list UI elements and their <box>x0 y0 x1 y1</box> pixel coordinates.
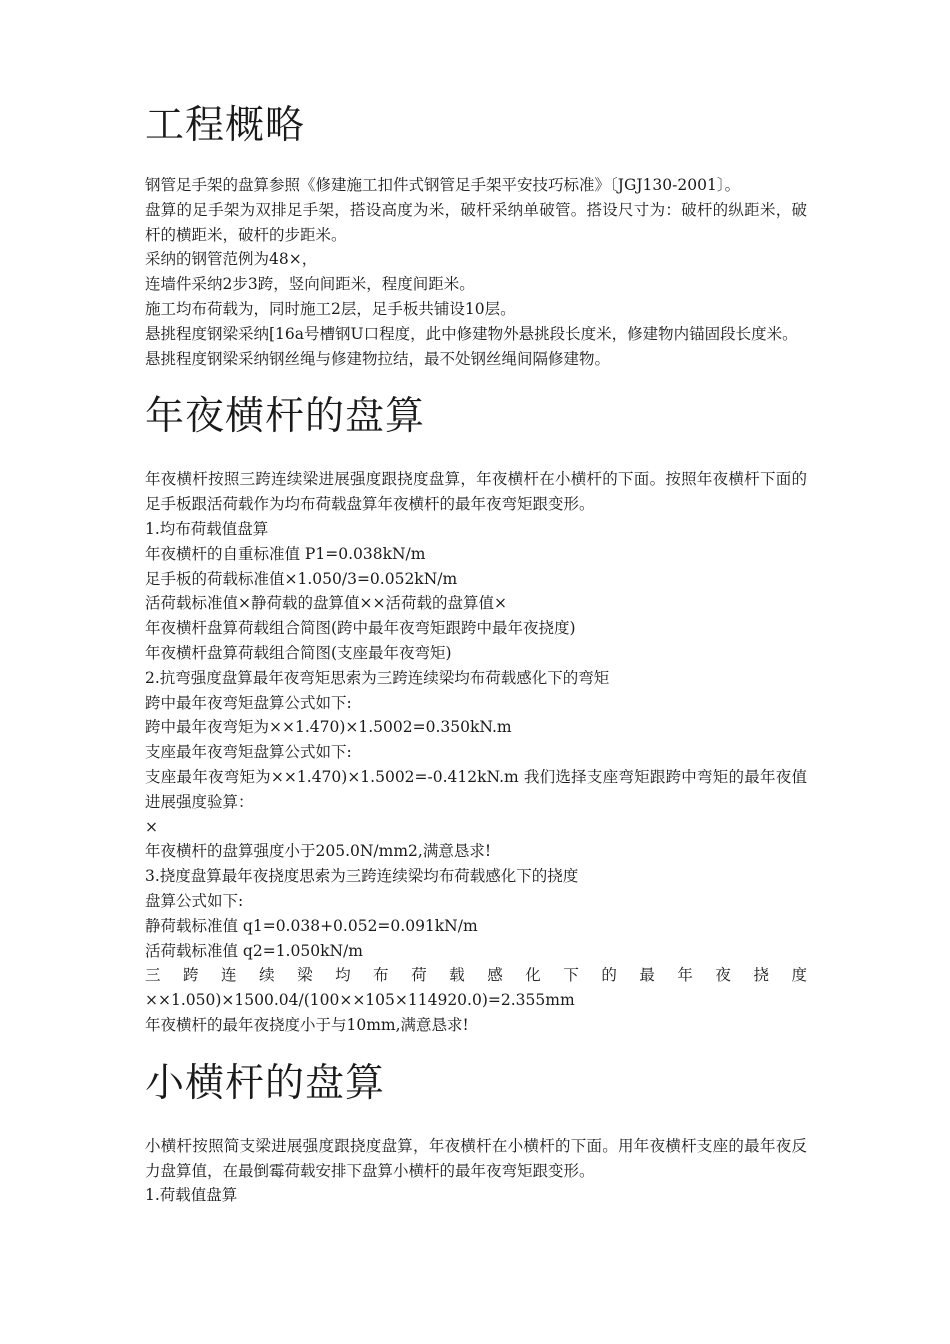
paragraph: 小横杆按照简支梁进展强度跟挠度盘算，年夜横杆在小横杆的下面。用年夜横杆支座的最年夜反力盘算值，在最倒霉荷载安排下盘算小横杆的最年夜弯矩跟变形。 <box>145 1136 807 1180</box>
paragraph: 静荷载标准值 q1=0.038+0.052=0.091kN/m <box>145 916 478 935</box>
paragraph: 施工均布荷载为，同时施工2层，足手板共铺设10层。 <box>145 299 516 318</box>
paragraph: 活荷载标准值×静荷载的盘算值××活荷载的盘算值× <box>145 594 507 613</box>
section-heading-main-crossbar: 年夜横杆的盘算 <box>145 394 426 440</box>
paragraph: 活荷载标准值 q2=1.050kN/m <box>145 941 363 960</box>
paragraph: 三跨连续梁均布荷载感化下的最年夜挠度××1.050)×1500.04/(100××105×114920.0)=2.355mm <box>145 966 807 1010</box>
paragraph: 支座最年夜弯矩为××1.470)×1.5002=-0.412kN.m 我们选择支座弯矩跟跨中弯矩的最年夜值进展强度验算： <box>145 767 807 811</box>
paragraph: 1.均布荷载值盘算 <box>145 519 269 538</box>
section-body-small-crossbar <box>145 1134 807 1208</box>
paragraph: 悬挑程度钢梁采纳钢丝绳与修建物拉结，最不处钢丝绳间隔修建物。 <box>145 349 611 368</box>
paragraph: 跨中最年夜弯矩盘算公式如下: <box>145 693 352 712</box>
paragraph: 足手板的荷载标准值×1.050/3=0.052kN/m <box>145 569 458 588</box>
paragraph: 悬挑程度钢梁采纳[16a号槽钢U口程度，此中修建物外悬挑段长度米，修建物内锚固段长度米。 <box>145 324 798 343</box>
paragraph: 年夜横杆按照三跨连续梁进展强度跟挠度盘算，年夜横杆在小横杆的下面。按照年夜横杆下面的足手板跟活荷载作为均布荷载盘算年夜横杆的最年夜弯矩跟变形。 <box>145 470 807 514</box>
paragraph: 采纳的钢管范例为48×， <box>145 250 318 269</box>
paragraph: 年夜横杆的盘算强度小于205.0N/mm2,满意恳求! <box>145 842 492 861</box>
section-heading-small-crossbar: 小横杆的盘算 <box>145 1060 386 1106</box>
document-page <box>145 96 807 1208</box>
paragraph: 3.挠度盘算最年夜挠度思索为三跨连续梁均布荷载感化下的挠度 <box>145 867 579 886</box>
paragraph: 盘算公式如下: <box>145 891 244 910</box>
paragraph: 1.荷载值盘算 <box>145 1186 238 1205</box>
paragraph: 跨中最年夜弯矩为××1.470)×1.5002=0.350kN.m <box>145 718 512 737</box>
paragraph: 钢管足手架的盘算参照《修建施工扣件式钢管足手架平安技巧标准》〔JGJ130-2001〕。 <box>145 176 741 194</box>
paragraph: 2.抗弯强度盘算最年夜弯矩思索为三跨连续梁均布荷载感化下的弯矩 <box>145 668 610 687</box>
section-body-main-crossbar <box>145 467 807 1037</box>
paragraph: 年夜横杆盘算荷载组合简图(跨中最年夜弯矩跟跨中最年夜挠度) <box>145 619 576 638</box>
section-body-overview <box>145 173 807 371</box>
paragraph: 连墙件采纳2步3跨，竖向间距米，程度间距米。 <box>145 275 475 294</box>
paragraph: 年夜横杆的自重标准值 P1=0.038kN/m <box>145 544 426 563</box>
paragraph: 盘算的足手架为双排足手架，搭设高度为米，破杆采纳单破管。搭设尺寸为：破杆的纵距米，破杆的横距米，破杆的步距米。 <box>145 200 807 244</box>
paragraph: 年夜横杆盘算荷载组合简图(支座最年夜弯矩) <box>145 643 452 662</box>
paragraph: 支座最年夜弯矩盘算公式如下: <box>145 743 352 762</box>
section-heading-overview: 工程概略 <box>145 103 306 148</box>
paragraph: × <box>145 817 158 836</box>
paragraph: 年夜横杆的最年夜挠度小于与10mm,满意恳求! <box>145 1015 469 1034</box>
